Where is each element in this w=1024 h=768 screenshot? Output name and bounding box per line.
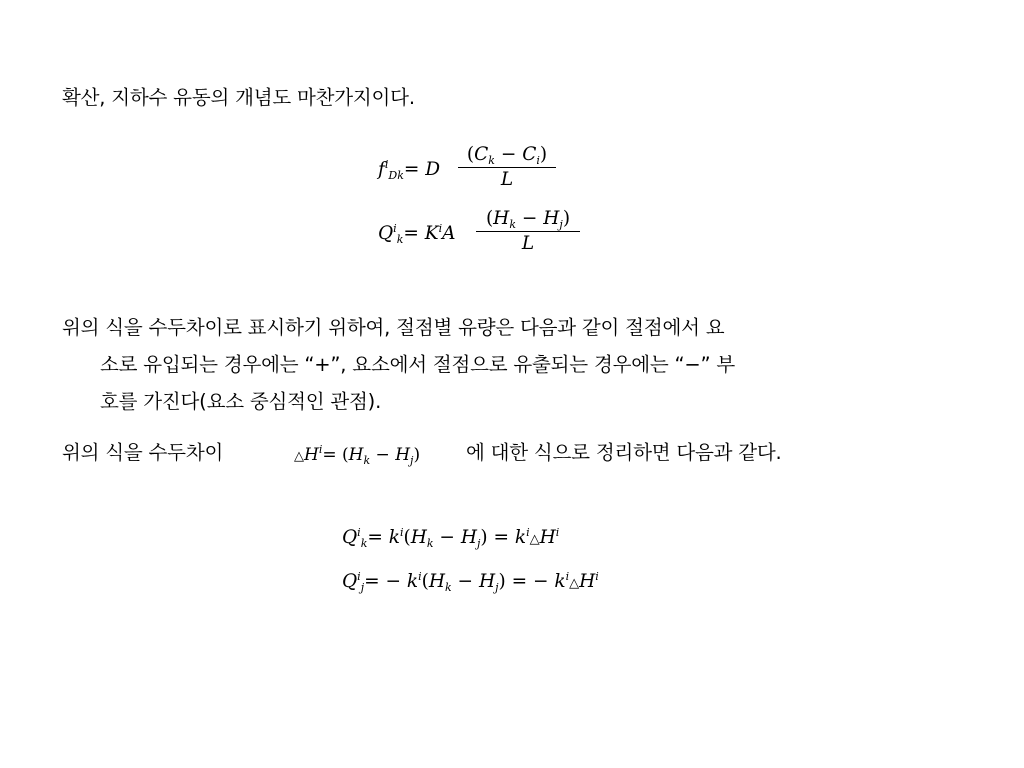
equation-groundwater-flow: $Q^i_k= K^iA$ $(H_k - H_j)$ L [378,208,598,260]
equation-inline-head-difference: $\triangle H^i= (H_k - H_j)$ [294,443,421,467]
equation-diffusion-flux: $f^i_{Dk}= D$ $(C_k - C_i)$ L [378,144,578,196]
head-difference-paragraph-start: 위의 식을 수두차이 [62,441,224,464]
sign-convention-paragraph-line-2: 소로 유입되는 경우에는 “+”, 요소에서 절점으로 유출되는 경우에는 “−” 부 [100,353,736,376]
sign-convention-paragraph-line-1: 위의 식을 수두차이로 표시하기 위하여, 절점별 유량은 다음과 같이 절점에서 요 [62,316,725,339]
equation-outflow-node-j: $Q^i_j= - k^i(H_k - H_j)$ = − $k^i\triangle H^i$ [342,570,599,594]
equation-inflow-node-k: $Q^i_k= k^i(H_k - H_j)$ = $k^i\triangle H^i$ [342,526,560,550]
intro-paragraph: 확산, 지하수 유동의 개념도 마찬가지이다. [62,86,415,109]
head-difference-paragraph-end: 에 대한 식으로 정리하면 다음과 같다. [466,441,782,464]
sign-convention-paragraph-line-3: 호를 가진다(요소 중심적인 관점). [100,390,382,413]
